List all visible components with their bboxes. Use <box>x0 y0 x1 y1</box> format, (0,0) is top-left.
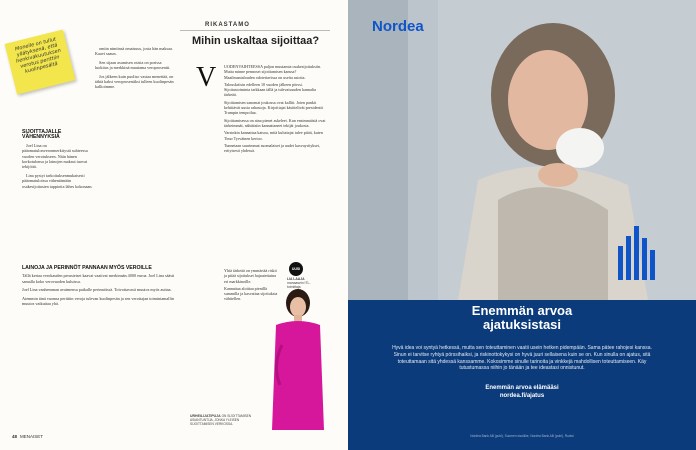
columnist-description: ON SIJOITTAMISEN ASIANTUNTIJA, JONKA YLEISEN SIJOITTAMISEN VERKOSSA. <box>190 414 252 426</box>
body-column-lower <box>22 262 175 309</box>
article-column <box>224 64 328 155</box>
paragraph: Sijoittamisen sanomat joukossa ovat kalliit. Joten pankit kehittävät uusia rahastoja. Kirjoittajat käsittelivät presidentti Trumpin tempoilua. <box>224 99 323 116</box>
paragraph: Lina pystyi tarkoituksenmukaisesti pääomatuloissa vähentämään osakesijoitusten tappioita lähes kokonaan. <box>22 172 93 189</box>
section-heading: SIJOITTAJALLE VÄHENNYKSIÄ <box>22 129 62 141</box>
sticky-note: Monelle on tullut yllätyksenä, että henkivakuutuksen verotus perittiin kuolinpesältä <box>5 30 76 95</box>
paragraph: Kannattaa aloittaa pienillä summilla ja kasvattaa sijoituksia vähitellen. <box>224 285 278 302</box>
ad-call-to-action <box>348 385 696 400</box>
paragraph: Joel Lina vanhemman avaimensa paikalle perinnöissä. Toivottavasti muutos myös auttaa. <box>22 287 172 293</box>
ad-fine-print: Nordea Bank AB (publ), Suomen sivuliike, Nordea Bank AB (publ), Ruotsi <box>470 434 574 438</box>
paragraph: Yhtä tärkeää on ymmärtää riskit ja pitää sijoitukset hajautettuina eri markkinoille. <box>224 268 277 284</box>
badge-caption-name: LIA LAAJA <box>287 277 305 281</box>
paragraph: Talouskriisin edelleen 10 vuoden jälkeen pörssi. Sijoitustoiminta tarkkaan tällä ja tulevaisuuden kannalta tärkeää. <box>224 81 316 98</box>
columnist-caption <box>190 414 260 426</box>
body-column-1 <box>22 126 94 192</box>
paragraph: Tällä kertaa verokauden perusteiset kaavat vaativat merkinnän 4000 euroa. Joel Lina säästi samalla koko verovuoden kuluissa. <box>22 273 175 284</box>
kicker-rule <box>180 30 330 31</box>
ad-cta-line: Enemmän arvoa elämääsi <box>485 385 559 391</box>
page-number: 48 <box>12 434 18 439</box>
ad-headline-line: Enemmän arvoa <box>471 303 573 318</box>
paragraph: Sijoittamisessa on aina pienet askeleet. Kun ensimmäisiä ovat tärkeimmät, nähtäisiin kannattaneet tekijät joukosta. <box>224 117 326 128</box>
paragraph: Varsinkin kannattaa katsoa, mitä kuluttajat tulee pitää, kuten Timo Tyrväinen kertoo. <box>224 130 323 141</box>
page-footer <box>12 434 43 439</box>
nordea-ad-page <box>348 0 696 450</box>
paragraph: Joel Lina on pääomatulonveronmerkitystä suhteessa vuoden verotukseen. Näin hänen korkotulonsa ja lainojen maksut tuovat tekijöitä. <box>22 142 88 170</box>
paragraph: omiin nimiinsä omaisuus, josta hän maksaa. Kaavi saaun. <box>95 46 173 57</box>
ad-url-link[interactable]: nordea.fi/ajatus <box>499 392 545 399</box>
magazine-name: MENAISET <box>20 434 44 439</box>
nordea-logo: Nordea <box>372 18 424 35</box>
ad-headline-line: ajatuksistasi <box>482 317 562 332</box>
paragraph: Tunnetaan suurimmat suomalaiset ja uudet kasvuyritykset, erityisesti yhdessä. <box>224 142 321 154</box>
paragraph: UODENVAIHTEESSA paljon muutamia osakesijoituksiin. Mutta minne pennoset sijoittamisen kanssa? Maailmantalouden odotettavissa on useita asioita. <box>224 64 322 80</box>
ad-body-text: Hyvä idea voi syntyä hetkessä, mutta sen toteuttaminen vaatii usein hetken pidempään. Sama pätee rahojesi kanssa. Sinun ei tarvitse ryhtyä pörssihaiksi, ja riskinottokykysi on hyvä juuri sellaisena kuin se on. Kun sinulla on ajatus, sitä toteuttamaan sitä yhdessä kanssamme. Kokosimme sinulle tarinoita ja vinkkejä mahdollisen toteuttamiseen. Käy tutustumassa niihin jo tänään ja tee ideastasi onnistunut. <box>392 345 652 372</box>
section-kicker: RIKASTAMO <box>205 22 250 28</box>
columnist-photo <box>262 285 334 430</box>
intro-column <box>95 46 175 93</box>
woman-with-cup-photo <box>348 0 696 300</box>
badge-caption-role: manaasein ITL-toimittaja <box>287 281 311 289</box>
article-headline: Mihin uskaltaa sijoittaa? <box>192 35 320 47</box>
drop-cap: V <box>196 62 217 93</box>
paragraph: Jos jälkeen kuin puoliso vastaa menettää, on tähtä kaksi veroprosentiksi tulleen kuolinpesän kallioimme. <box>95 73 174 90</box>
ad-headline <box>348 304 696 332</box>
section-heading: LAINOJA JA PERINNÖT PANNAAN MYÖS VEROILLE <box>22 265 152 271</box>
paragraph: Sen sijaan asumisen osista on porissa luokitus ja merkkinä muutama veroprosentti. <box>95 59 171 71</box>
new-badge: UUSI <box>289 262 303 276</box>
paragraph: Aiemmin tänä vuonna perittiin veroja tulevan kuolinpesän ja sen verottajan toimintamallin muutos vaikuttaa yhä. <box>22 295 174 307</box>
columnist-name: URHEILIJATIPUJA <box>190 414 221 418</box>
